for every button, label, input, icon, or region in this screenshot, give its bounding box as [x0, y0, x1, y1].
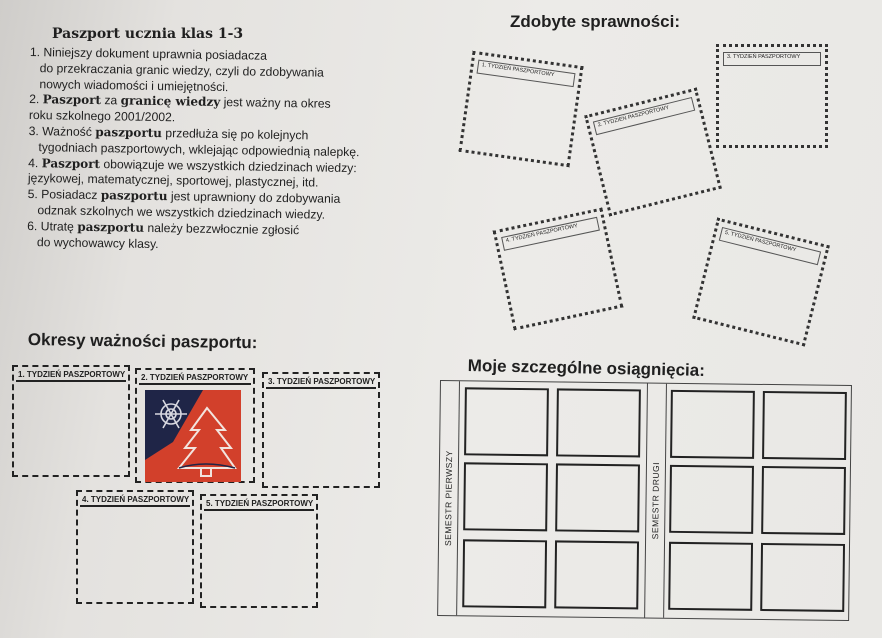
achievement-cell[interactable] [554, 540, 639, 609]
skill-box-3[interactable] [716, 44, 828, 148]
skill-box-4[interactable] [493, 207, 624, 330]
rule-4-text: obowiązuje we wszystkich dziedzinach wiedzy: [99, 156, 357, 175]
skill-box-1[interactable] [458, 51, 583, 168]
rule-3-bold: paszportu [95, 125, 163, 141]
christmas-tree-snowflake-icon [145, 390, 241, 482]
rule-1-line-3: nowych wiadomości i umiejętności. [39, 76, 229, 94]
period-box-1[interactable] [12, 365, 130, 477]
rule-2-num: 2. [29, 92, 43, 107]
achievements-heading: Moje szczególne osiągnięcia: [467, 356, 706, 380]
rule-6-line-2: do wychowawcy klasy. [36, 234, 159, 251]
rule-2-text-2: jest ważny na okres [220, 95, 331, 112]
rule-5-line-2: odznak szkolnych we wszystkich dziedzinach wiedzy. [37, 203, 326, 222]
achievement-cell[interactable] [670, 390, 755, 459]
rule-2-line-2: roku szkolnego 2001/2002. [28, 108, 176, 125]
rule-3-text: przedłuża się po kolejnych [161, 126, 309, 143]
rule-6-bold: paszportu [77, 219, 145, 235]
achievement-cell[interactable] [463, 462, 548, 531]
achievement-cell[interactable] [761, 466, 846, 535]
period-box-5-label: 5. TYDZIEŃ PASZPORTOWY [204, 498, 314, 511]
rule-5-bold: paszportu [100, 188, 168, 204]
rule-4-num: 4. [28, 155, 42, 170]
rule-6-num: 6. Utratę [27, 218, 78, 234]
period-box-4[interactable] [76, 490, 194, 604]
achievement-cell[interactable] [762, 391, 847, 460]
period-box-5[interactable] [200, 494, 318, 608]
rule-3-line-2: tygodniach paszportowych, wklejając odpowiednią nalepkę. [38, 139, 360, 159]
skill-box-2[interactable] [584, 88, 722, 217]
period-box-2[interactable] [135, 368, 255, 483]
christmas-sticker [145, 390, 241, 482]
rule-2-bold-1: Paszport [42, 92, 102, 108]
period-box-3-label: 3. TYDZIEŃ PASZPORTOWY [266, 376, 376, 389]
achievement-cell[interactable] [555, 463, 640, 532]
achievement-cell[interactable] [668, 542, 753, 611]
semester-1-label: SEMESTR PIERWSZY [442, 450, 455, 547]
skill-box-5-label: 5. TYDZIEŃ PASZPORTOWY [719, 227, 821, 265]
achievement-cell[interactable] [462, 539, 547, 608]
period-box-3[interactable] [262, 372, 380, 488]
achievement-cell[interactable] [464, 387, 549, 456]
rule-5-text: jest uprawniony do zdobywania [167, 189, 341, 207]
semester-1-column [438, 381, 460, 615]
skill-box-3-label: 3. TYDZIEŃ PASZPORTOWY [723, 52, 821, 66]
skill-box-5[interactable] [692, 218, 830, 347]
rule-4-line-2: językowej, matematycznej, sportowej, plastycznej, itd. [27, 171, 319, 190]
rule-4-bold: Paszport [41, 155, 101, 171]
skill-box-2-label: 2. TYDZIEŃ PASZPORTOWY [593, 97, 695, 135]
rule-3-num: 3. Ważność [28, 123, 96, 140]
achievement-cell[interactable] [556, 388, 641, 457]
semester-2-label: SEMESTR DRUGI [650, 461, 662, 540]
achievement-cell[interactable] [669, 465, 754, 534]
rule-1-line-2: do przekraczania granic wiedzy, czyli do zdobywania [39, 60, 325, 80]
rule-2-text-1: za [100, 93, 121, 108]
period-box-4-label: 4. TYDZIEŃ PASZPORTOWY [80, 494, 190, 507]
skill-box-4-label: 4. TYDZIEŃ PASZPORTOWY [501, 217, 600, 251]
rule-2-bold-2: granicę wiedzy [120, 93, 221, 110]
periods-heading: Okresy ważności paszportu: [27, 330, 258, 353]
period-box-1-label: 1. TYDZIEŃ PASZPORTOWY [16, 369, 126, 382]
achievement-cell[interactable] [760, 543, 845, 612]
rules-list [27, 45, 430, 257]
skills-heading: Zdobyte sprawności: [510, 12, 681, 31]
period-box-2-label: 2. TYDZIEŃ PASZPORTOWY [139, 372, 251, 385]
rule-5-num: 5. Posiadacz [27, 187, 101, 203]
skill-box-1-label: 1. TYDZIEŃ PASZPORTOWY [477, 60, 576, 88]
rule-6-text: należy bezzwłocznie zgłosić [143, 220, 300, 238]
rule-1-line-1: 1. Niniejszy dokument uprawnia posiadacza [29, 45, 268, 63]
achievements-grid [437, 380, 852, 621]
semester-2-column [644, 384, 667, 618]
page-title: Paszport ucznia klas 1-3 [52, 26, 244, 42]
